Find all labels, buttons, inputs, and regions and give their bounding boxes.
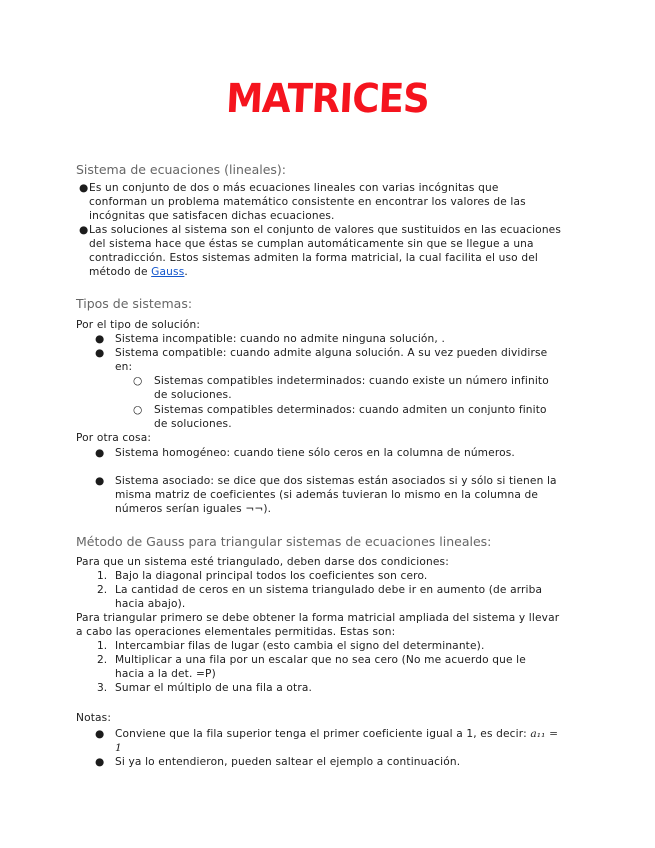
math-expression: 1 <box>115 742 122 754</box>
bullet-marker: ● <box>79 182 89 194</box>
list-item: hacia a la det. =P) <box>115 668 216 680</box>
text-fragment: . <box>184 266 188 278</box>
bullet-text <box>89 265 188 279</box>
bullet-text: Las soluciones al sistema son el conjunto de valores que sustituidos en las ecuaciones <box>89 224 562 236</box>
number-marker: 3. <box>97 682 108 694</box>
hollow-bullet-marker: ○ <box>133 404 143 416</box>
section-heading-sistema: Sistema de ecuaciones (lineales): <box>76 162 287 177</box>
list-item: números serían iguales ¬¬). <box>115 503 272 515</box>
list-item: misma matriz de coeficientes (si además tuvieran lo mismo en la columna de <box>115 489 539 501</box>
bullet-text: contradicción. Estos sistemas admiten la forma matricial, la cual facilita el uso del <box>89 252 538 264</box>
text-fragment: método de <box>89 266 152 278</box>
notes-heading: Notas: <box>76 712 112 724</box>
number-marker: 1. <box>97 640 108 652</box>
number-marker: 2. <box>97 584 108 596</box>
list-item: en: <box>115 361 133 373</box>
bullet-marker: ● <box>95 756 105 768</box>
list-subitem: Sistemas compatibles indeterminados: cuando existe un número infinito <box>154 375 549 387</box>
bullet-marker: ● <box>95 347 105 359</box>
bullet-marker: ● <box>95 447 105 459</box>
bullet-text: incógnitas que satisfacen dichas ecuaciones. <box>89 210 335 222</box>
list-item: Sistema asociado: se dice que dos sistemas están asociados si y sólo si tienen la <box>115 475 557 487</box>
page-title: MATRICES <box>224 76 431 122</box>
section-heading-gauss: Método de Gauss para triangular sistemas de ecuaciones lineales: <box>76 534 492 549</box>
paragraph-line: Para triangular primero se debe obtener la forma matricial ampliada del sistema y llevar <box>76 612 560 624</box>
math-expression: a₁₁ = <box>530 728 559 740</box>
bullet-text: del sistema hace que éstas se cumplan automáticamente sin que se llegue a una <box>89 238 534 250</box>
paragraph-line: Por otra cosa: <box>76 432 152 444</box>
bullet-text: conforman un problema matemático consistente en encontrar los valores de las <box>89 196 526 208</box>
bullet-marker: ● <box>95 728 105 740</box>
bullet-marker: ● <box>95 333 105 345</box>
text-fragment: Conviene que la fila superior tenga el primer coeficiente igual a 1, es decir: <box>115 728 531 740</box>
paragraph-line: Por el tipo de solución: <box>76 319 201 331</box>
list-item <box>115 727 558 741</box>
list-item: Sistema incompatible: cuando no admite ninguna solución, . <box>115 333 445 345</box>
list-item: hacia abajo). <box>115 598 186 610</box>
list-item: Bajo la diagonal principal todos los coeficientes son cero. <box>115 570 428 582</box>
section-heading-tipos: Tipos de sistemas: <box>76 296 193 311</box>
list-subitem: de soluciones. <box>154 389 232 401</box>
list-item: Intercambiar filas de lugar (esto cambia el signo del determinante). <box>115 640 485 652</box>
list-item: Multiplicar a una fila por un escalar que no sea cero (No me acuerdo que le <box>115 654 526 666</box>
paragraph-line: a cabo las operaciones elementales permitidas. Estas son: <box>76 626 396 638</box>
list-item: Sistema compatible: cuando admite alguna solución. A su vez pueden dividirse <box>115 347 548 359</box>
list-item: La cantidad de ceros en un sistema triangulado debe ir en aumento (de arriba <box>115 584 543 596</box>
bullet-text: Es un conjunto de dos o más ecuaciones lineales con varias incógnitas que <box>89 182 499 194</box>
gauss-link[interactable]: Gauss <box>151 266 185 278</box>
hollow-bullet-marker: ○ <box>133 375 143 387</box>
list-subitem: Sistemas compatibles determinados: cuando admiten un conjunto finito <box>154 404 547 416</box>
paragraph-line: Para que un sistema esté triangulado, deben darse dos condiciones: <box>76 556 449 568</box>
list-subitem: de soluciones. <box>154 418 232 430</box>
list-item: Sumar el múltiplo de una fila a otra. <box>115 682 313 694</box>
bullet-marker: ● <box>79 224 89 236</box>
number-marker: 2. <box>97 654 108 666</box>
list-item: Si ya lo entendieron, pueden saltear el ejemplo a continuación. <box>115 756 461 768</box>
bullet-marker: ● <box>95 475 105 487</box>
list-item: Sistema homogéneo: cuando tiene sólo ceros en la columna de números. <box>115 447 515 459</box>
number-marker: 1. <box>97 570 108 582</box>
